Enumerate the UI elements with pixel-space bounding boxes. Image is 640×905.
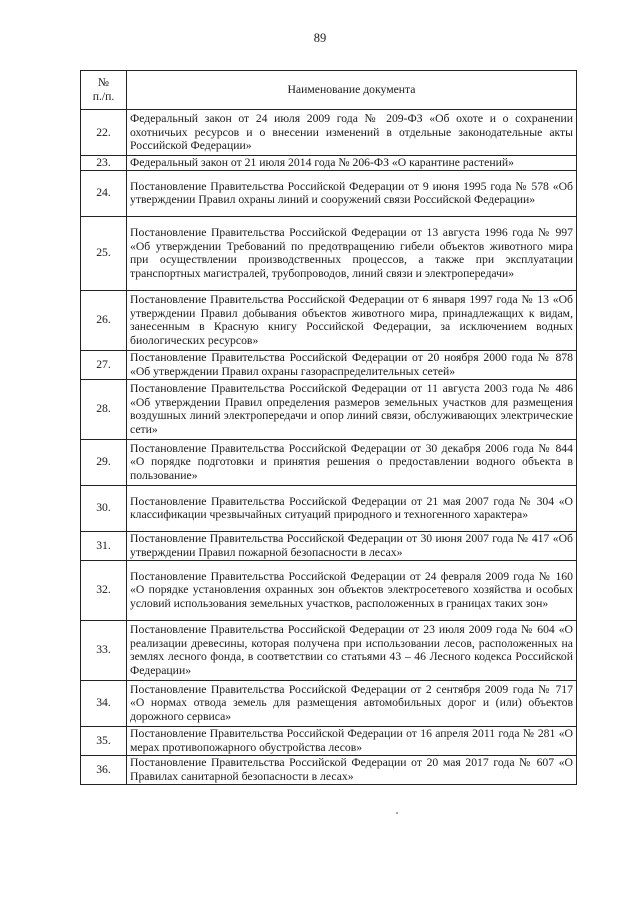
table-row [81, 216, 577, 290]
row-number: 24. [81, 170, 127, 216]
table-row [81, 290, 577, 350]
document-title: Постановление Правительства Российской Федерации от 13 августа 1996 года № 997 «Об утверждении Требований по предотвращению гибели объектов животного мира при осуществлении производственных процессов, а также при эксплуатации транспортных магистралей, трубопроводов, линий связи и электропередачи» [127, 216, 577, 290]
document-title: Постановление Правительства Российской Федерации от 11 августа 2003 года № 486 «Об утверждении Правил определения размеров земельных участков для размещения воздушных линий электропередачи и опор линий связи, обслуживающих электрические сети» [127, 379, 577, 439]
document-title: Постановление Правительства Российской Федерации от 30 декабря 2006 года № 844 «О порядке подготовки и принятия решения о предоставлении водного объекта в пользование» [127, 439, 577, 485]
scan-speck [396, 812, 398, 814]
document-title: Федеральный закон от 24 июля 2009 года № 209-ФЗ «Об охоте и о сохранении охотничьих ресурсов и о внесении изменений в отдельные законодательные акты Российской Федерации» [127, 110, 577, 156]
row-number: 33. [81, 620, 127, 680]
table-row [81, 531, 577, 560]
table-row [81, 485, 577, 531]
document-title: Постановление Правительства Российской Федерации от 21 мая 2007 года № 304 «О классификации чрезвычайных ситуаций природного и техногенного характера» [127, 485, 577, 531]
table-row [81, 755, 577, 784]
table-row [81, 156, 577, 171]
document-title: Постановление Правительства Российской Федерации от 9 июня 1995 года № 578 «Об утверждении Правил охраны линий и сооружений связи Российской Федерации» [127, 170, 577, 216]
row-number: 36. [81, 755, 127, 784]
row-number: 31. [81, 531, 127, 560]
document-title: Постановление Правительства Российской Федерации от 20 ноября 2000 года № 878 «Об утверждении Правил охраны газораспределительных сетей» [127, 350, 577, 379]
document-title: Постановление Правительства Российской Федерации от 23 июля 2009 года № 604 «О реализации древесины, которая получена при использовании лесов, расположенных на землях лесного фонда, в соответствии со статьями 43 – 46 Лесного кодекса Российской Федерации» [127, 620, 577, 680]
row-number: 27. [81, 350, 127, 379]
table-header-row [81, 71, 577, 110]
row-number: 26. [81, 290, 127, 350]
column-header-name: Наименование документа [127, 71, 577, 110]
row-number: 28. [81, 379, 127, 439]
row-number: 35. [81, 726, 127, 755]
table-row [81, 350, 577, 379]
document-title: Федеральный закон от 21 июля 2014 года № 206-ФЗ «О карантине растений» [127, 156, 577, 171]
column-header-number: № п./п. [81, 71, 127, 110]
table-row [81, 170, 577, 216]
row-number: 30. [81, 485, 127, 531]
table-row [81, 680, 577, 726]
document-title: Постановление Правительства Российской Федерации от 30 июня 2007 года № 417 «Об утверждении Правил пожарной безопасности в лесах» [127, 531, 577, 560]
row-number: 25. [81, 216, 127, 290]
document-title: Постановление Правительства Российской Федерации от 16 апреля 2011 года № 281 «О мерах противопожарного обустройства лесов» [127, 726, 577, 755]
document-title: Постановление Правительства Российской Федерации от 2 сентября 2009 года № 717 «О нормах отвода земель для размещения автомобильных дорог и (или) объектов дорожного сервиса» [127, 680, 577, 726]
table-row [81, 620, 577, 680]
page-number: 89 [313, 31, 327, 45]
row-number: 32. [81, 560, 127, 620]
table-row [81, 560, 577, 620]
document-title: Постановление Правительства Российской Федерации от 6 января 1997 года № 13 «Об утверждении Правил добывания объектов животного мира, принадлежащих к видам, занесенным в Красную книгу Российской Федерации, за исключением водных биологических ресурсов» [127, 290, 577, 350]
table-row [81, 110, 577, 156]
table-row [81, 726, 577, 755]
row-number: 29. [81, 439, 127, 485]
row-number: 22. [81, 110, 127, 156]
table-row [81, 439, 577, 485]
documents-table [80, 70, 577, 785]
document-title: Постановление Правительства Российской Федерации от 24 февраля 2009 года № 160 «О порядке установления охранных зон объектов электросетевого хозяйства и особых условий использования земельных участков, расположенных в границах таких зон» [127, 560, 577, 620]
document-title: Постановление Правительства Российской Федерации от 20 мая 2017 года № 607 «О Правилах санитарной безопасности в лесах» [127, 755, 577, 784]
row-number: 23. [81, 156, 127, 171]
row-number: 34. [81, 680, 127, 726]
table-row [81, 379, 577, 439]
